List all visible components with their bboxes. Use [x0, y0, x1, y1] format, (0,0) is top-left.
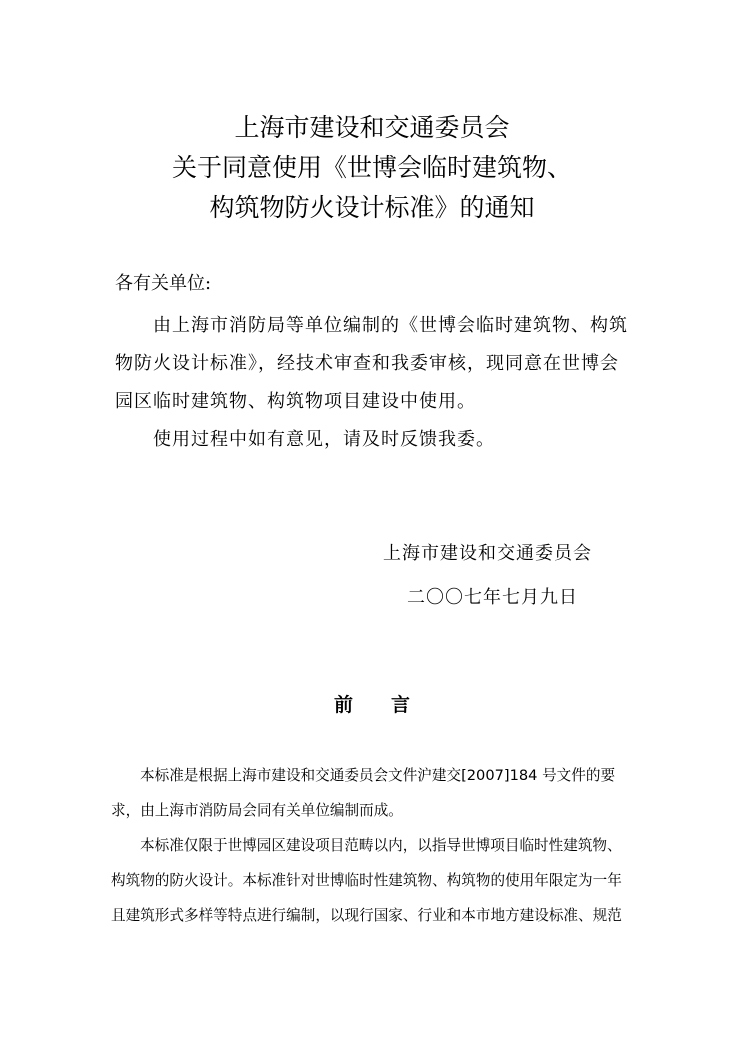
- title-line-3: 构筑物防火设计标准》的通知: [209, 193, 535, 222]
- preface-paragraph-1: 本标准是根据上海市建设和交通委员会文件沪建交[2007]184 号文件的要求，由上海市消防局会同有关单位编制而成。: [111, 767, 616, 819]
- title-line-1: 上海市建设和交通委员会: [234, 113, 510, 142]
- notice-signer: 上海市建设和交通委员会: [383, 543, 592, 564]
- notice-paragraph-1: 由上海市消防局等单位编制的《世博会临时建筑物、构筑物防火设计标准》，经技术审查和我委审核，现同意在世博会园区临时建筑物、构筑物项目建设中使用。: [115, 315, 628, 412]
- notice-paragraph-2: 使用过程中如有意见，请及时反馈我委。: [153, 429, 495, 450]
- notice-date: 二〇〇七年七月九日: [407, 587, 578, 608]
- notice-greeting: 各有关单位:: [115, 273, 212, 294]
- preface-paragraph-2: 本标准仅限于世博园区建设项目范畴以内，以指导世博项目临时性建筑物、构筑物的防火设计。本标准针对世博临时性建筑物、构筑物的使用年限定为一年且建筑形式多样等特点进行编制，以现行国家、行业和本市地方建设标准、规范: [111, 837, 622, 924]
- title-line-2: 关于同意使用《世博会临时建筑物、: [171, 153, 572, 182]
- preface-heading: 前言: [333, 694, 448, 716]
- notice-title: [0, 108, 744, 228]
